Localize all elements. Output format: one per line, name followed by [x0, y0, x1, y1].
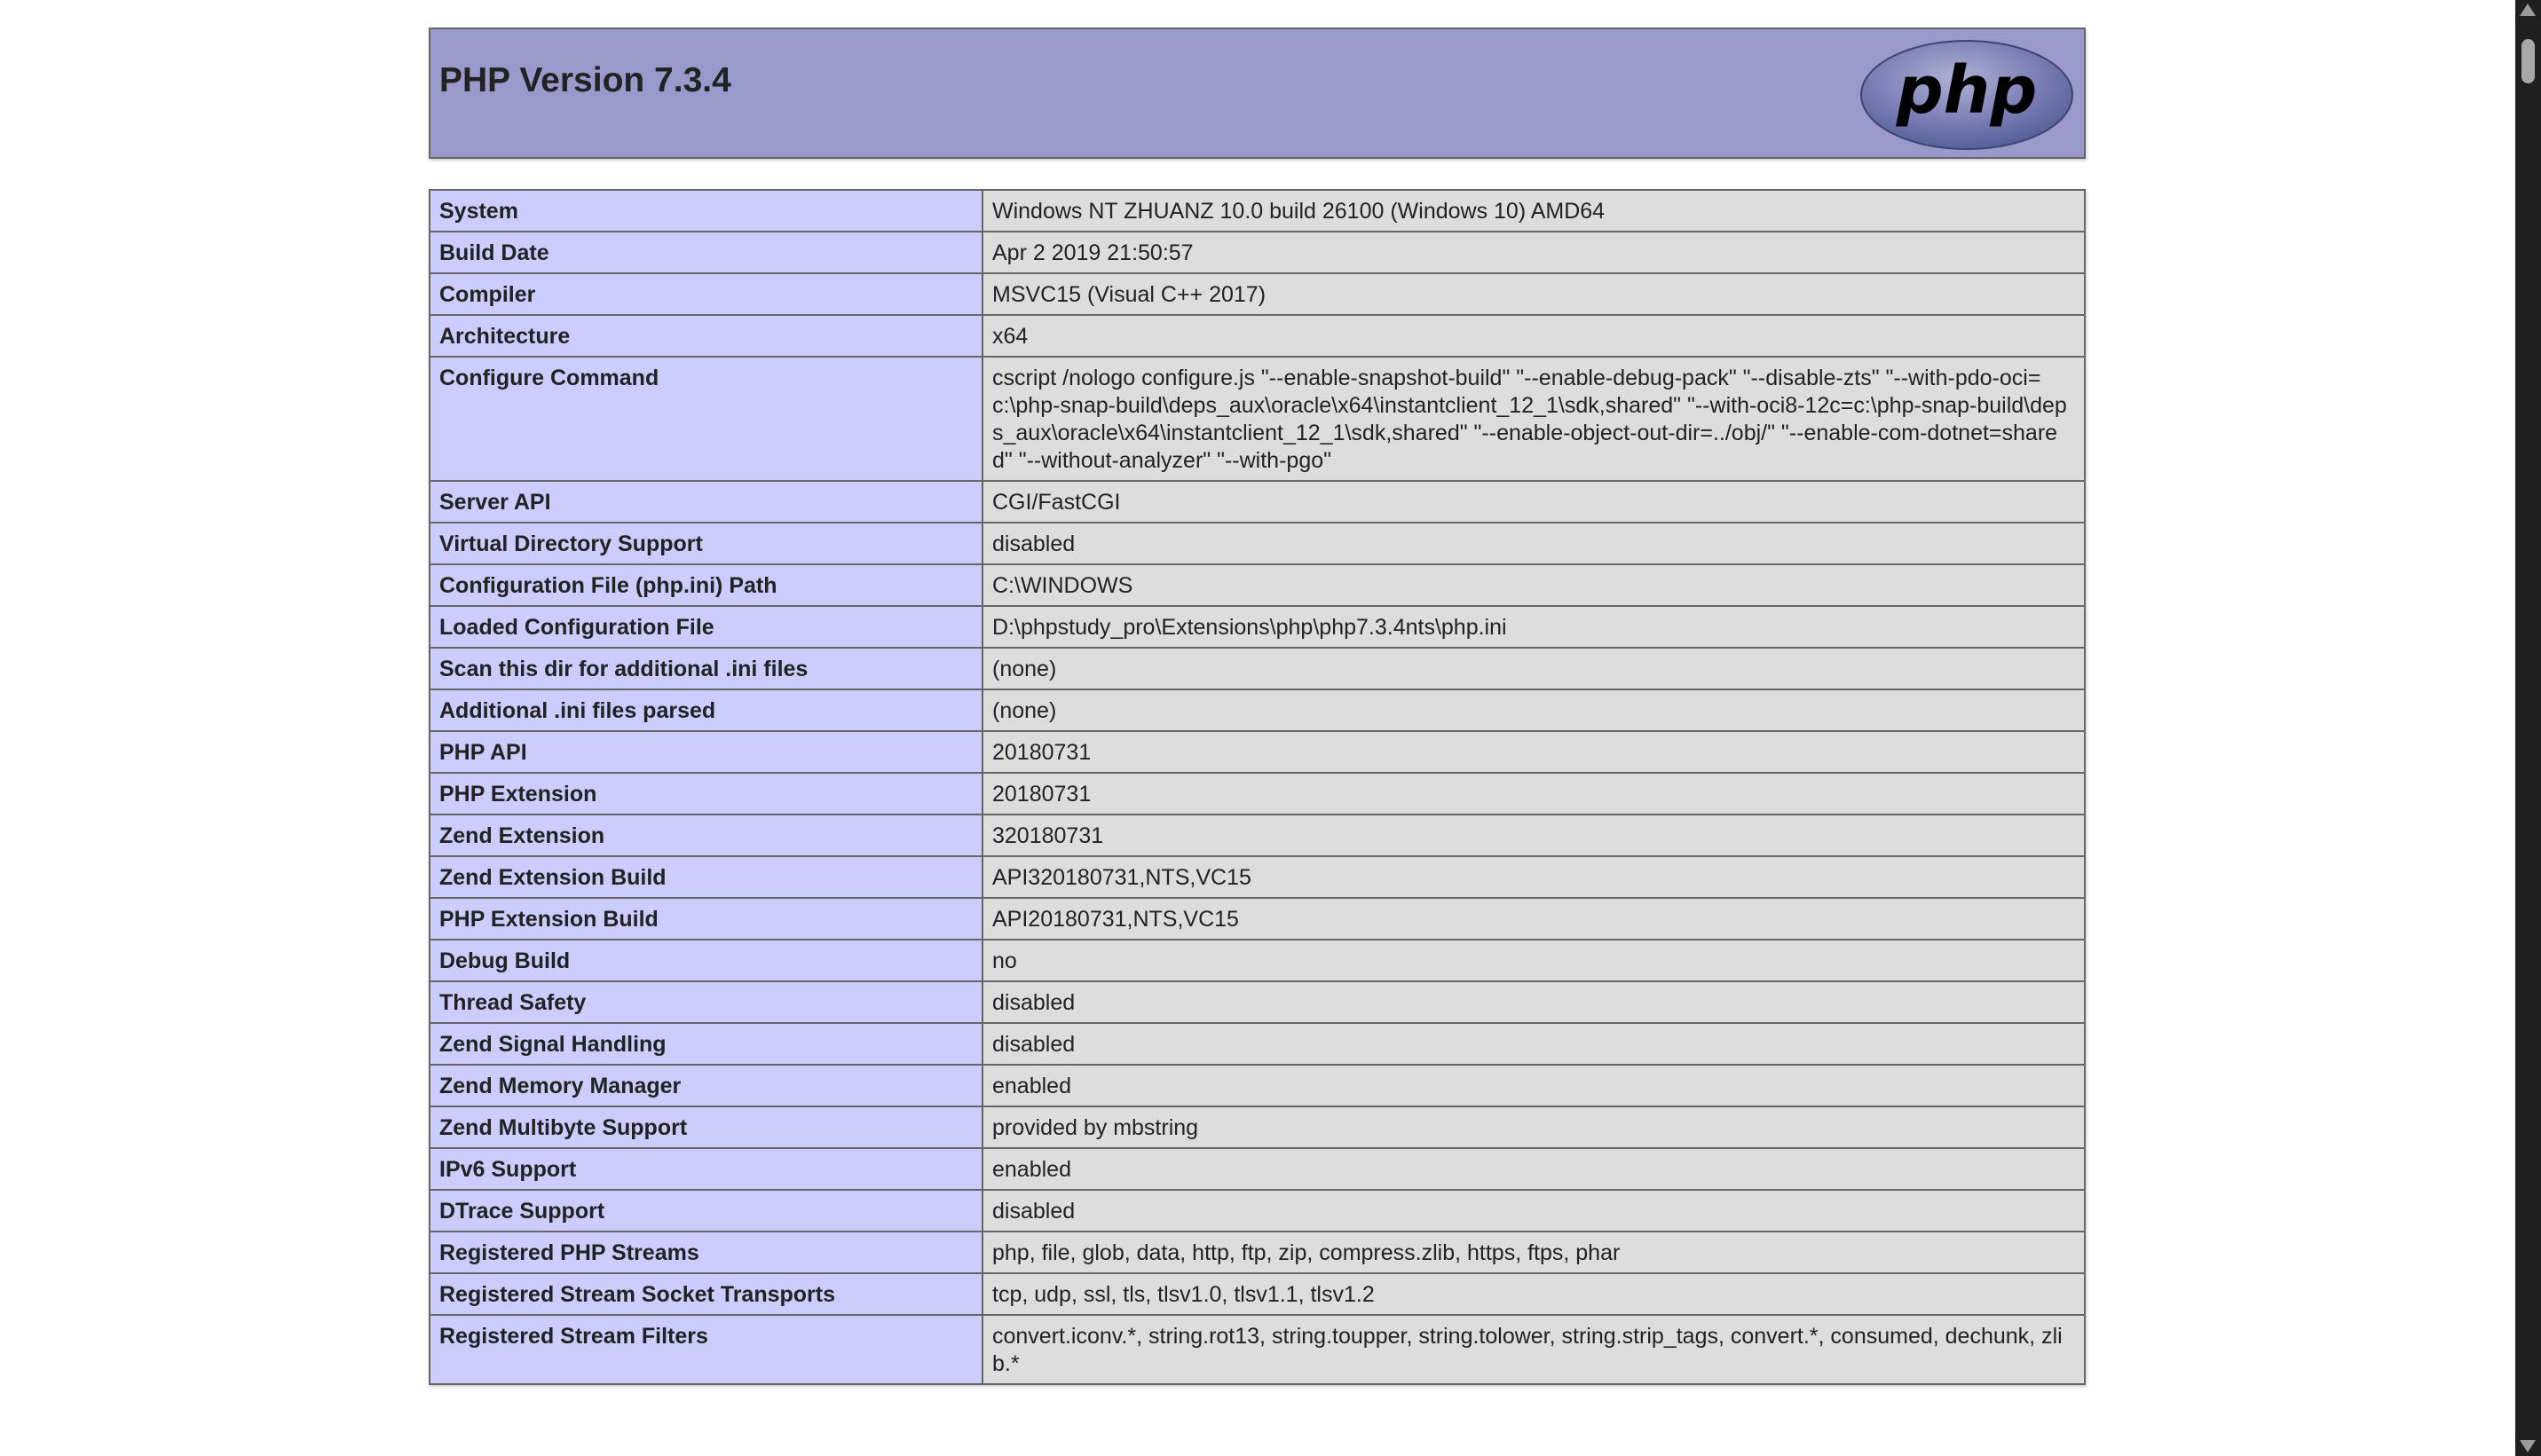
scroll-down-arrow-icon[interactable] [2520, 1440, 2536, 1452]
row-value: API20180731,NTS,VC15 [982, 898, 2085, 940]
row-key: DTrace Support [430, 1190, 982, 1232]
row-key: System [430, 190, 982, 232]
table-row [430, 689, 2085, 731]
row-value: tcp, udp, ssl, tls, tlsv1.0, tlsv1.1, tlsv1.2 [982, 1273, 2085, 1315]
row-value: disabled [982, 523, 2085, 564]
row-value: API320180731,NTS,VC15 [982, 856, 2085, 898]
table-row [430, 1232, 2085, 1273]
row-key: PHP Extension [430, 773, 982, 815]
table-row [430, 856, 2085, 898]
info-table [429, 189, 2086, 1385]
row-value: provided by mbstring [982, 1106, 2085, 1148]
table-row [430, 898, 2085, 940]
table-row [430, 1315, 2085, 1384]
table-row [430, 273, 2085, 315]
table-row [430, 481, 2085, 523]
row-key: Zend Multibyte Support [430, 1106, 982, 1148]
row-value: 20180731 [982, 731, 2085, 773]
row-value: Apr 2 2019 21:50:57 [982, 232, 2085, 273]
row-key: Build Date [430, 232, 982, 273]
row-value: Windows NT ZHUANZ 10.0 build 26100 (Windows 10) AMD64 [982, 190, 2085, 232]
table-row [430, 1065, 2085, 1106]
row-key: Configure Command [430, 357, 982, 481]
table-row [430, 1148, 2085, 1190]
row-key: Zend Signal Handling [430, 1023, 982, 1065]
row-value: disabled [982, 981, 2085, 1023]
row-value: (none) [982, 648, 2085, 689]
table-row [430, 648, 2085, 689]
row-value: CGI/FastCGI [982, 481, 2085, 523]
row-key: PHP API [430, 731, 982, 773]
row-key: Zend Extension [430, 815, 982, 856]
row-value: convert.iconv.*, string.rot13, string.toupper, string.tolower, string.strip_tags, convert.*, consumed, dechunk, zlib.* [982, 1315, 2085, 1384]
page-title: PHP Version 7.3.4 [439, 61, 731, 99]
table-row [430, 315, 2085, 357]
row-key: Zend Extension Build [430, 856, 982, 898]
row-key: Virtual Directory Support [430, 523, 982, 564]
row-key: Compiler [430, 273, 982, 315]
scroll-up-arrow-icon[interactable] [2520, 4, 2536, 16]
row-value: 320180731 [982, 815, 2085, 856]
info-table-body [430, 190, 2085, 1384]
scroll-thumb[interactable] [2521, 39, 2535, 83]
row-value: no [982, 940, 2085, 981]
php-version-header [429, 28, 2086, 159]
row-key: Scan this dir for additional .ini files [430, 648, 982, 689]
table-row [430, 1023, 2085, 1065]
table-row [430, 815, 2085, 856]
table-row [430, 1273, 2085, 1315]
table-row [430, 981, 2085, 1023]
table-row [430, 232, 2085, 273]
row-key: Architecture [430, 315, 982, 357]
row-value: disabled [982, 1023, 2085, 1065]
table-row [430, 564, 2085, 606]
row-key: Debug Build [430, 940, 982, 981]
table-row [430, 731, 2085, 773]
row-key: PHP Extension Build [430, 898, 982, 940]
row-value: php, file, glob, data, http, ftp, zip, compress.zlib, https, ftps, phar [982, 1232, 2085, 1273]
php-logo-icon [1858, 38, 2075, 152]
row-value: C:\WINDOWS [982, 564, 2085, 606]
row-value: 20180731 [982, 773, 2085, 815]
vertical-scrollbar[interactable] [2515, 0, 2541, 1456]
row-key: Registered PHP Streams [430, 1232, 982, 1273]
table-row [430, 190, 2085, 232]
row-value: enabled [982, 1148, 2085, 1190]
logo-wordmark: php [1896, 52, 2038, 129]
row-value: MSVC15 (Visual C++ 2017) [982, 273, 2085, 315]
row-value: disabled [982, 1190, 2085, 1232]
row-value: D:\phpstudy_pro\Extensions\php\php7.3.4nts\php.ini [982, 606, 2085, 648]
row-key: Zend Memory Manager [430, 1065, 982, 1106]
row-key: Configuration File (php.ini) Path [430, 564, 982, 606]
row-value: enabled [982, 1065, 2085, 1106]
row-value: (none) [982, 689, 2085, 731]
table-row [430, 940, 2085, 981]
table-row [430, 1190, 2085, 1232]
row-key: Registered Stream Socket Transports [430, 1273, 982, 1315]
row-value: x64 [982, 315, 2085, 357]
row-key: Server API [430, 481, 982, 523]
table-row [430, 523, 2085, 564]
table-row [430, 773, 2085, 815]
content-container [429, 28, 2086, 1385]
table-row [430, 606, 2085, 648]
row-key: Registered Stream Filters [430, 1315, 982, 1384]
row-key: Thread Safety [430, 981, 982, 1023]
table-row [430, 357, 2085, 481]
row-key: IPv6 Support [430, 1148, 982, 1190]
row-value: cscript /nologo configure.js "--enable-snapshot-build" "--enable-debug-pack" "--disable-zts" "--with-pdo-oci=c:\php-snap-build\deps_aux\oracle\x64\instantclient_12_1\sdk,shared" "--with-oci8-12c=c:\php-snap-build\deps_aux\oracle\x64\instantclient_12_1\sdk,shared" "--enable-object-out-dir=../obj/" "--enable-com-dotnet=shared" "--without-analyzer" "--with-pgo" [982, 357, 2085, 481]
row-key: Additional .ini files parsed [430, 689, 982, 731]
row-key: Loaded Configuration File [430, 606, 982, 648]
table-row [430, 1106, 2085, 1148]
